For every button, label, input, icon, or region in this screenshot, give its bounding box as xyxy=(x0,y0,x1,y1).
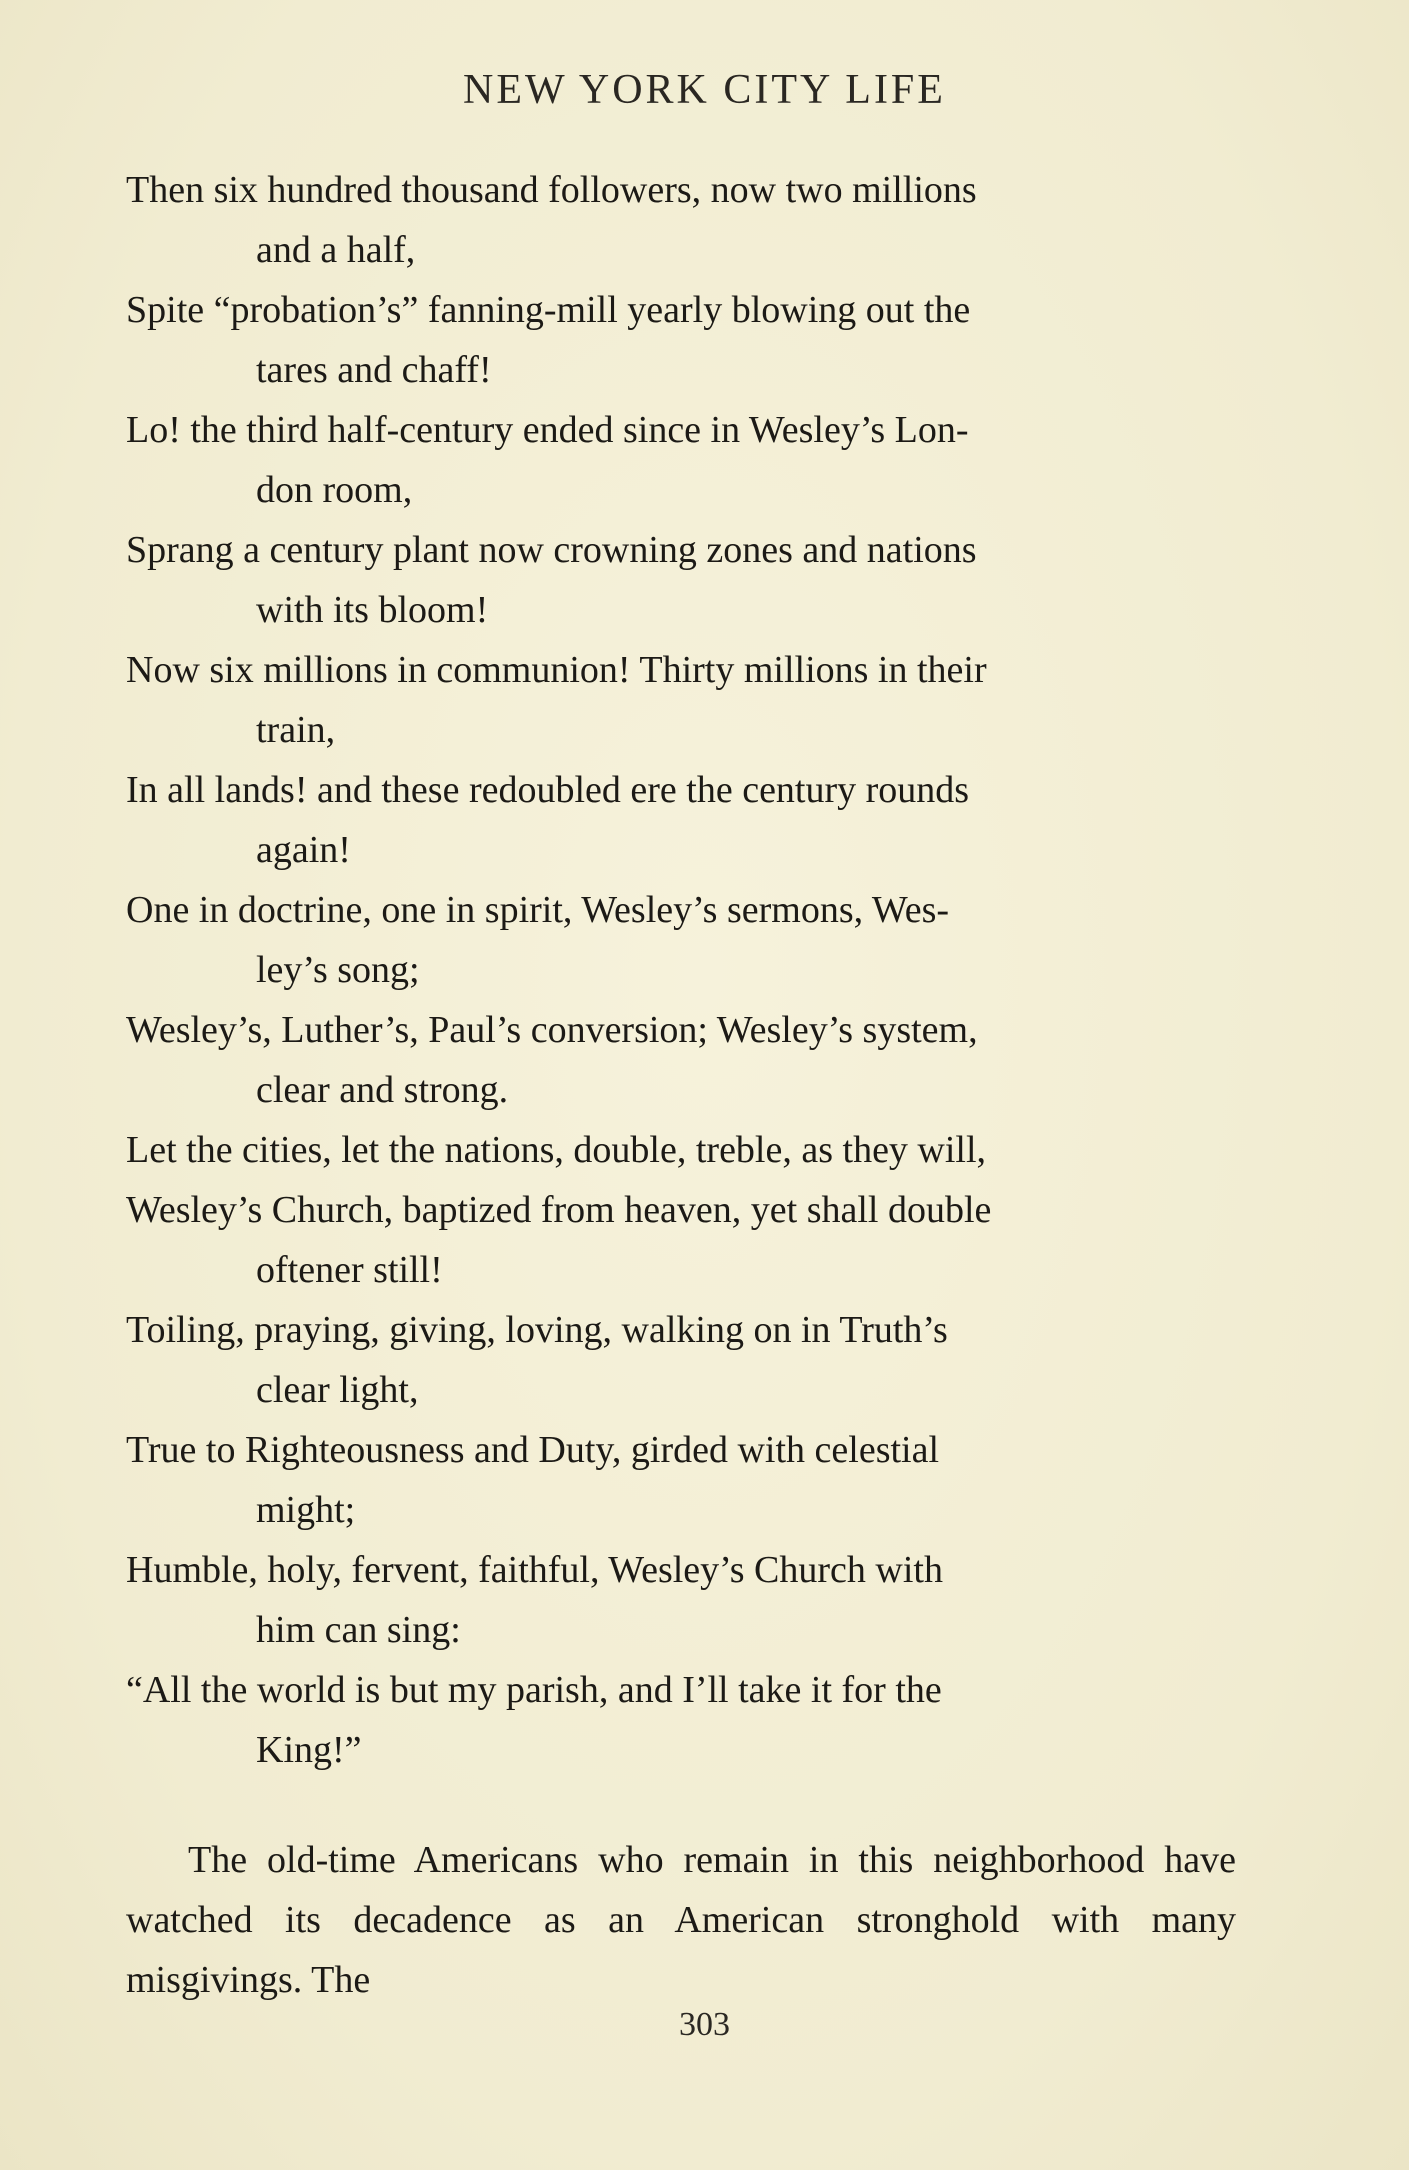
verse-line: Wesley’s Church, baptized from heaven, yet shall double xyxy=(126,1189,992,1231)
verse-continuation: him can sing: xyxy=(256,1609,461,1651)
verse-line: Lo! the third half-century ended since in Wesley’s Lon- xyxy=(126,409,969,451)
verse-line: Wesley’s, Luther’s, Paul’s conversion; Wesley’s system, xyxy=(126,1009,978,1051)
verse-line: Then six hundred thousand followers, now two millions xyxy=(126,169,977,211)
verse xyxy=(126,520,1246,640)
verse-line: Humble, holy, fervent, faithful, Wesley’s Church with xyxy=(126,1549,943,1591)
verse-line: In all lands! and these redoubled ere the century rounds xyxy=(126,769,970,811)
verse-line: Now six millions in communion! Thirty millions in their xyxy=(126,649,987,691)
verse xyxy=(126,760,1246,880)
verse-line: “All the world is but my parish, and I’ll take it for the xyxy=(126,1669,942,1711)
verse-continuation: with its bloom! xyxy=(256,589,489,631)
prose-paragraph: The old-time Americans who remain in this neighborhood have watched its decadence as an American stronghold with many misgivings. The xyxy=(126,1839,1236,2001)
verse xyxy=(126,1540,1246,1660)
verse xyxy=(126,280,1246,400)
poem xyxy=(126,160,1246,1780)
page-number: 303 xyxy=(679,2006,730,2043)
verse xyxy=(126,1120,1246,1180)
verse-continuation: again! xyxy=(256,829,351,871)
verse xyxy=(126,1300,1246,1420)
verse-line: Spite “probation’s” fanning-mill yearly blowing out the xyxy=(126,289,971,331)
verse-continuation: clear light, xyxy=(256,1369,419,1411)
verse-continuation: and a half, xyxy=(256,229,416,271)
verse-continuation: oftener still! xyxy=(256,1249,443,1291)
verse xyxy=(126,1660,1246,1780)
verse-line: True to Righteousness and Duty, girded with celestial xyxy=(126,1429,940,1471)
verse-continuation: train, xyxy=(256,709,336,751)
verse xyxy=(126,160,1246,280)
verse-continuation: don room, xyxy=(256,469,413,511)
verse xyxy=(126,880,1246,1000)
verse-continuation: tares and chaff! xyxy=(256,349,492,391)
verse-continuation: King!” xyxy=(256,1729,362,1771)
verse-continuation: might; xyxy=(256,1489,356,1531)
verse-continuation: clear and strong. xyxy=(256,1069,509,1111)
running-title: NEW YORK CITY LIFE xyxy=(463,67,946,113)
verse xyxy=(126,640,1246,760)
verse-continuation: ley’s song; xyxy=(256,949,420,991)
verse xyxy=(126,1000,1246,1120)
verse xyxy=(126,1420,1246,1540)
verse xyxy=(126,1180,1246,1300)
verse-line: One in doctrine, one in spirit, Wesley’s sermons, Wes- xyxy=(126,889,950,931)
verse-line: Let the cities, let the nations, double, treble, as they will, xyxy=(126,1129,987,1171)
verse xyxy=(126,400,1246,520)
verse-line: Toiling, praying, giving, loving, walking on in Truth’s xyxy=(126,1309,948,1351)
verse-line: Sprang a century plant now crowning zones and nations xyxy=(126,529,977,571)
